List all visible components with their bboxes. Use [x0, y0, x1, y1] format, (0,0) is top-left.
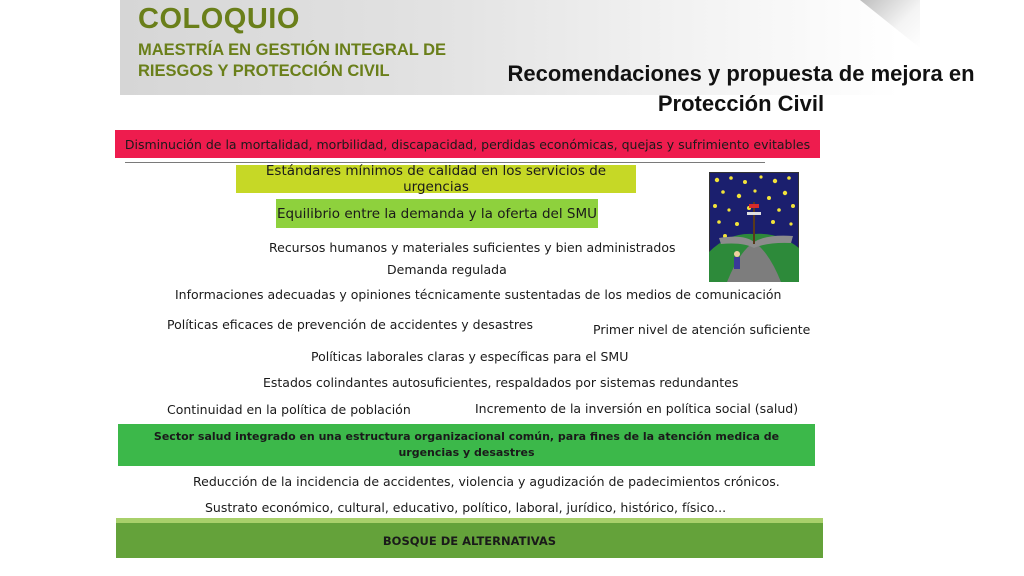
goal-bar-mortality: Disminución de la mortalidad, morbilidad, discapacidad, perdidas económicas, quejas y sufrimiento evitables: [115, 130, 820, 158]
forest-of-alternatives-bar: BOSQUE DE ALTERNATIVAS: [116, 518, 823, 558]
item-informaciones: Informaciones adecuadas y opiniones técnicamente sustentadas de los medios de comunicación: [175, 287, 782, 302]
slide-title-line-1: Recomendaciones y propuesta de mejora en: [507, 61, 975, 86]
header-subtitle: [138, 40, 446, 82]
item-recursos: Recursos humanos y materiales suficientes y bien administrados: [269, 240, 676, 255]
item-incremento: Incremento de la inversión en política social (salud): [475, 401, 799, 416]
slide-title-line-2: Protección Civil: [657, 91, 825, 116]
item-politicas-laborales: Políticas laborales claras y específicas para el SMU: [311, 349, 629, 364]
header-subtitle-line-1: MAESTRÍA EN GESTIÓN INTEGRAL DE: [138, 41, 447, 59]
slide-title: [460, 59, 1022, 119]
item-reduccion: Reducción de la incidencia de accidentes, violencia y agudización de padecimientos crónicos.: [193, 474, 780, 489]
item-estados: Estados colindantes autosuficientes, respaldados por sistemas redundantes: [263, 375, 739, 390]
starry-night-crossroads-illustration-icon: [709, 172, 799, 282]
header-title: COLOQUIO: [138, 3, 300, 35]
item-primer-nivel: Primer nivel de atención suficiente: [593, 322, 811, 337]
header-subtitle-line-2: RIESGOS Y PROTECCIÓN CIVIL: [138, 62, 390, 80]
item-continuidad: Continuidad en la política de población: [167, 402, 411, 417]
demand-supply-balance-bar: Equilibrio entre la demanda y la oferta del SMU: [276, 199, 598, 228]
item-sustrato: Sustrato económico, cultural, educativo, político, laboral, jurídico, histórico, físico...: [205, 500, 727, 515]
item-demanda: Demanda regulada: [387, 262, 507, 277]
integrated-health-sector-bar: Sector salud integrado en una estructura organizacional común, para fines de la atención medica de urgencias y desastres: [118, 424, 815, 466]
item-politicas-prevencion: Políticas eficaces de prevención de accidentes y desastres: [167, 317, 533, 332]
quality-standards-bar: Estándares mínimos de calidad en los servicios de urgencias: [236, 165, 636, 193]
